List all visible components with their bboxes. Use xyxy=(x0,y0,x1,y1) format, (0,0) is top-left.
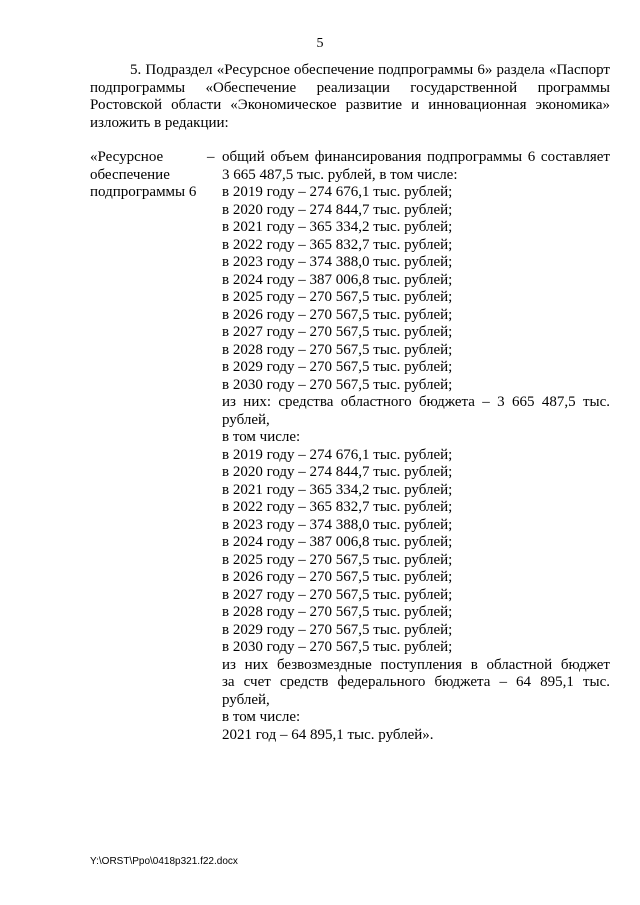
funding-details xyxy=(222,149,610,744)
funding-line: в 2023 году – 374 388,0 тыс. рублей; xyxy=(222,516,453,533)
funding-line: за счет средств федерального бюджета – 64 895,1 тыс. рублей, xyxy=(222,674,610,708)
funding-line: в 2024 году – 387 006,8 тыс. рублей; xyxy=(222,534,453,550)
resource-label xyxy=(90,149,210,202)
separator-dash: – xyxy=(207,149,215,165)
funding-line: в 2027 году – 270 567,5 тыс. рублей; xyxy=(222,324,453,340)
intro-line: подпрограммы «Обеспечение реализации государственной программы xyxy=(90,79,610,96)
funding-line: в 2021 году – 365 334,2 тыс. рублей; xyxy=(222,481,453,498)
intro-line: изложить в редакции: xyxy=(90,114,229,131)
funding-line: в 2030 году – 270 567,5 тыс. рублей; xyxy=(222,376,453,393)
funding-line: в 2019 году – 274 676,1 тыс. рублей; xyxy=(222,184,453,200)
file-path-footer: Y:\ORST\Ppo\0418p321.f22.docx xyxy=(90,856,238,867)
funding-line: 3 665 487,5 тыс. рублей, в том числе: xyxy=(222,166,458,183)
funding-line: в 2019 году – 274 676,1 тыс. рублей; xyxy=(222,446,453,463)
funding-line: в 2023 году – 374 388,0 тыс. рублей; xyxy=(222,254,453,270)
funding-line: в 2026 году – 270 567,5 тыс. рублей; xyxy=(222,569,453,585)
funding-line: в 2025 году – 270 567,5 тыс. рублей; xyxy=(222,551,453,568)
resource-label-line: «Ресурсное xyxy=(90,149,164,165)
intro-line: Ростовской области «Экономическое развитие и инновационная экономика» xyxy=(90,97,610,113)
funding-line: в том числе: xyxy=(222,429,301,445)
resource-label-line: обеспечение xyxy=(90,166,170,183)
funding-line: в 2022 году – 365 832,7 тыс. рублей; xyxy=(222,499,453,515)
funding-line: в 2029 году – 270 567,5 тыс. рублей; xyxy=(222,621,453,638)
funding-line: в том числе: xyxy=(222,709,301,725)
funding-line: в 2022 году – 365 832,7 тыс. рублей; xyxy=(222,236,453,253)
page-number: 5 xyxy=(316,36,324,51)
funding-line: из них безвозмездные поступления в областной бюджет xyxy=(222,656,610,673)
funding-line: в 2024 году – 387 006,8 тыс. рублей; xyxy=(222,271,453,288)
funding-line: общий объем финансирования подпрограммы 6 составляет xyxy=(222,149,610,165)
funding-line: в 2021 году – 365 334,2 тыс. рублей; xyxy=(222,219,453,235)
intro-paragraph xyxy=(90,62,610,132)
funding-line: в 2020 году – 274 844,7 тыс. рублей; xyxy=(222,464,453,480)
funding-line: в 2030 году – 270 567,5 тыс. рублей; xyxy=(222,639,453,655)
funding-line: из них: средства областного бюджета – 3 665 487,5 тыс. рублей, xyxy=(222,394,610,428)
funding-line: в 2029 году – 270 567,5 тыс. рублей; xyxy=(222,359,453,375)
intro-line: 5. Подраздел «Ресурсное обеспечение подпрограммы 6» раздела «Паспорт xyxy=(130,62,610,78)
funding-line: в 2028 году – 270 567,5 тыс. рублей; xyxy=(222,341,453,358)
funding-line: в 2020 году – 274 844,7 тыс. рублей; xyxy=(222,201,453,218)
funding-line: в 2026 году – 270 567,5 тыс. рублей; xyxy=(222,306,453,323)
resource-label-line: подпрограммы 6 xyxy=(90,184,197,200)
funding-line: в 2025 году – 270 567,5 тыс. рублей; xyxy=(222,289,453,305)
funding-line: в 2027 году – 270 567,5 тыс. рублей; xyxy=(222,586,453,603)
funding-line: 2021 год – 64 895,1 тыс. рублей». xyxy=(222,726,434,743)
funding-line: в 2028 году – 270 567,5 тыс. рублей; xyxy=(222,604,453,620)
